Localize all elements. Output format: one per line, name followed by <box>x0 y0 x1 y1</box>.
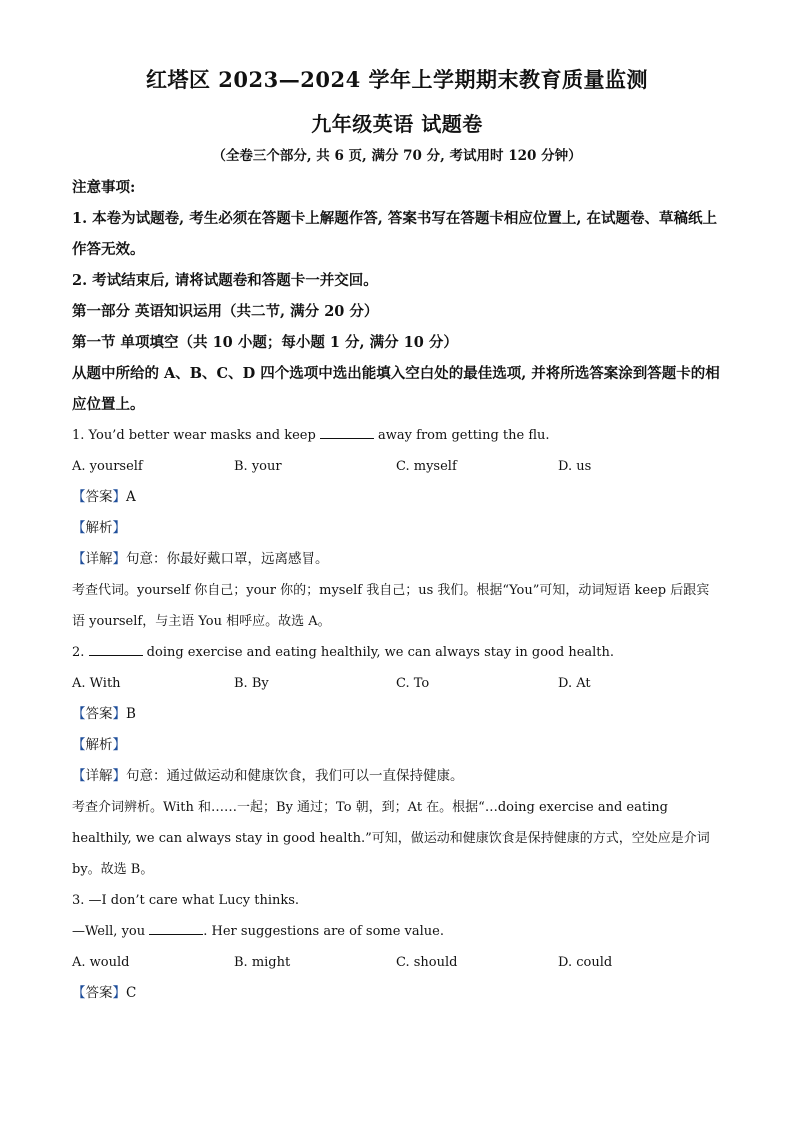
question-2-analysis <box>72 730 722 761</box>
answer-value: B <box>126 706 136 722</box>
bracket-left: 【 <box>72 489 86 505</box>
question-2-explanation: 考查介词辨析。With 和……一起；By 通过；To 朝，到；At 在。根据“…doing exercise and eating healthily, we can always stay in good health.”可知，做运动和健康饮食是保持健康的方式，空处应是介词 by。故选 B。 <box>72 800 710 877</box>
bracket-left: 【 <box>72 706 86 722</box>
answer-label: 答案 <box>85 985 113 1001</box>
question-3-stem-end: . Her suggestions are of some value. <box>203 924 445 939</box>
option-d: D. us <box>558 459 592 474</box>
answer-value: C <box>126 985 137 1001</box>
detail-text: 句意：通过做运动和健康饮食，我们可以一直保持健康。 <box>126 768 464 784</box>
question-2-detail <box>72 761 722 792</box>
bracket-left: 【 <box>72 985 86 1001</box>
part1-heading: 第一部分 英语知识运用（共二节, 满分 20 分） <box>72 303 379 320</box>
section1-heading: 第一节 单项填空（共 10 小题；每小题 1 分, 满分 10 分） <box>72 334 458 351</box>
question-2-options <box>72 668 722 699</box>
question-1-answer <box>72 482 722 513</box>
detail-label: 详解 <box>85 768 113 784</box>
bracket-left: 【 <box>72 520 86 536</box>
question-1-stem-start: 1. You’d better wear masks and keep <box>72 428 320 443</box>
exam-note: （全卷三个部分, 共 6 页, 满分 70 分, 考试用时 120 分钟） <box>212 148 582 164</box>
bracket-right: 】 <box>112 737 126 753</box>
option-a: A. With <box>72 676 121 691</box>
option-d: D. could <box>558 955 613 970</box>
question-1-explanation: 考查代词。yourself 你自己；your 你的；myself 我自己；us 我们。根据“You”可知，动词短语 keep 后跟宾语 yourself，与主语 You 相呼应。故选 A。 <box>72 583 710 629</box>
answer-blank <box>149 920 203 935</box>
option-d: D. At <box>558 676 591 691</box>
notice-item-1: 1. 本卷为试题卷, 考生必须在答题卡上解题作答, 答案书写在答题卡相应位置上, 在试题卷、草稿纸上作答无效。 <box>72 210 717 258</box>
question-1-stem <box>72 420 722 451</box>
notice-heading: 注意事项: <box>72 179 136 196</box>
question-2-stem-start: 2. <box>72 645 89 660</box>
question-3-stem <box>72 916 722 947</box>
bracket-left: 【 <box>72 551 86 567</box>
bracket-right: 】 <box>112 551 126 567</box>
question-2-answer <box>72 699 722 730</box>
answer-label: 答案 <box>85 706 113 722</box>
bracket-left: 【 <box>72 737 86 753</box>
option-a: A. would <box>72 955 130 970</box>
question-1-detail <box>72 544 722 575</box>
answer-blank <box>320 424 374 439</box>
answer-label: 答案 <box>85 489 113 505</box>
option-c: C. To <box>396 676 430 691</box>
section1-instruction: 从题中所给的 A、B、C、D 四个选项中选出能填入空白处的最佳选项, 并将所选答案涂到答题卡的相应位置上。 <box>72 365 720 413</box>
question-3-line-1: 3. —I don’t care what Lucy thinks. <box>72 893 300 908</box>
answer-blank <box>89 641 143 656</box>
question-3-stem-start: —Well, you <box>72 924 150 939</box>
bracket-right: 】 <box>112 706 126 722</box>
option-c: C. should <box>396 955 458 970</box>
option-b: B. your <box>234 459 282 474</box>
answer-value: A <box>126 489 136 505</box>
bracket-right: 】 <box>112 520 126 536</box>
question-1-analysis <box>72 513 722 544</box>
notice-item-2: 2. 考试结束后, 请将试题卷和答题卡一并交回。 <box>72 272 378 289</box>
option-c: C. myself <box>396 459 457 474</box>
bracket-left: 【 <box>72 768 86 784</box>
question-1-stem-end: away from getting the flu. <box>373 428 550 443</box>
bracket-right: 】 <box>112 768 126 784</box>
option-a: A. yourself <box>72 459 143 474</box>
question-3-options <box>72 947 722 978</box>
detail-text: 句意：你最好戴口罩，远离感冒。 <box>126 551 329 567</box>
question-1-options <box>72 451 722 482</box>
detail-label: 详解 <box>85 551 113 567</box>
exam-page <box>72 66 722 1009</box>
option-b: B. By <box>234 676 269 691</box>
bracket-right: 】 <box>112 985 126 1001</box>
exam-title: 红塔区 2023—2024 学年上学期期末教育质量监测 <box>145 67 648 92</box>
question-3-answer <box>72 978 722 1009</box>
analysis-label: 解析 <box>85 737 113 753</box>
question-2-stem <box>72 637 722 668</box>
analysis-label: 解析 <box>85 520 113 536</box>
bracket-right: 】 <box>112 489 126 505</box>
question-2-stem-end: doing exercise and eating healthily, we can always stay in good health. <box>142 645 615 660</box>
option-b: B. might <box>234 955 291 970</box>
exam-subtitle: 九年级英语 试题卷 <box>311 112 483 136</box>
